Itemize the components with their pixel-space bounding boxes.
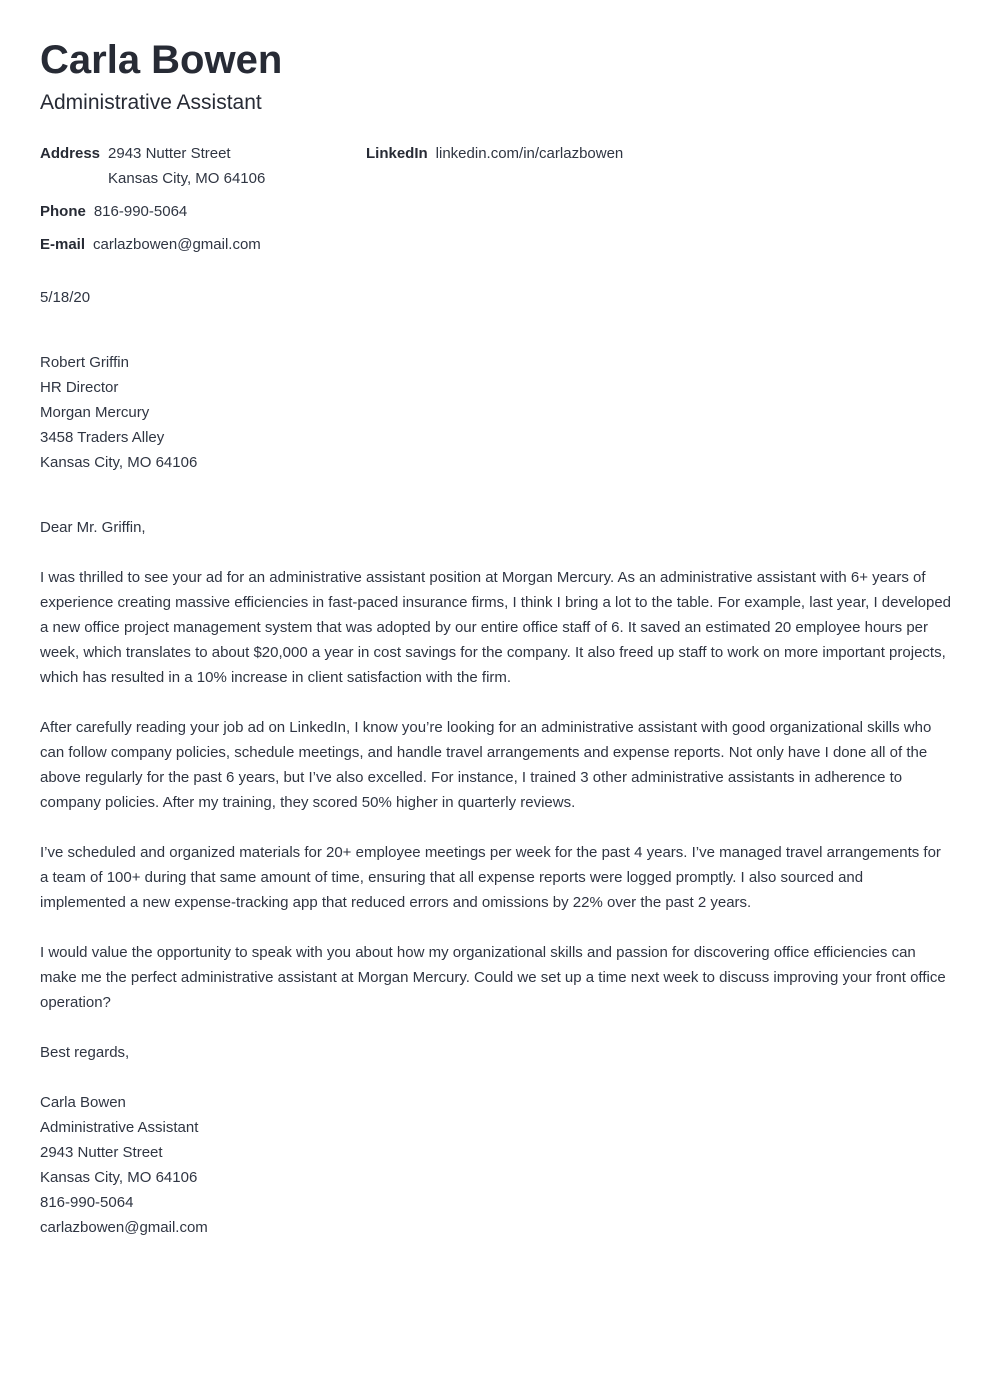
- recipient-company: Morgan Mercury: [40, 404, 150, 421]
- address-line-1: 2943 Nutter Street: [108, 145, 231, 162]
- applicant-job-title: Administrative Assistant: [40, 91, 262, 114]
- recipient-city: Kansas City, MO 64106: [40, 454, 198, 471]
- linkedin-link[interactable]: linkedin.com/in/carlazbowen: [435, 145, 624, 162]
- body-paragraph: I would value the opportunity to speak with you about how my organizational skills and passion for discovering office efficiencies can make me the perfect administrative assistant at Morgan Mercury. Could we set up a time next week to discuss improving your front office operation?: [40, 944, 946, 1011]
- email-label: E-mail: [40, 236, 86, 253]
- recipient-name: Robert Griffin: [40, 354, 129, 371]
- body-paragraph: I was thrilled to see your ad for an administrative assistant position at Morgan Mercury. As an administrative assistant with 6+ years of experience creating massive efficiencies in fast-paced insurance firms, I think I bring a lot to the table. For example, last year, I developed a new office project management system that was adopted by our entire office staff of 6. It saved an estimated 20 employee hours per week, which translates to about $20,000 a year in cost savings for the company. It also freed up staff to work on more important projects, which has resulted in a 10% increase in client satisfaction with the firm.: [40, 569, 952, 686]
- recipient-block: [40, 350, 197, 475]
- signature-street: 2943 Nutter Street: [40, 1144, 163, 1161]
- contact-block: [40, 141, 950, 251]
- closing-phrase: Best regards,: [40, 1044, 130, 1061]
- phone-label: Phone: [40, 203, 86, 220]
- linkedin-label: LinkedIn: [366, 145, 428, 162]
- contact-phone: [40, 199, 187, 224]
- signature-title: Administrative Assistant: [40, 1119, 199, 1136]
- contact-linkedin: [366, 141, 623, 166]
- body-paragraph: After carefully reading your job ad on LinkedIn, I know you’re looking for an administrative assistant with good organizational skills who can follow company policies, schedule meetings, and handle travel arrangements and expense reports. Not only have I done all of the above regularly for the past 6 years, but I’ve also excelled. For instance, I trained 3 other administrative assistants in adherence to company policies. After my training, they scored 50% higher in quarterly reviews.: [40, 719, 932, 811]
- address-value: [108, 141, 265, 191]
- recipient-title: HR Director: [40, 379, 119, 396]
- letter-date: 5/18/20: [40, 289, 91, 306]
- signature-phone: 816-990-5064: [40, 1194, 134, 1211]
- contact-address: [40, 141, 265, 191]
- phone-value: 816-990-5064: [93, 203, 188, 220]
- salutation: Dear Mr. Griffin,: [40, 519, 146, 536]
- signature-city: Kansas City, MO 64106: [40, 1169, 198, 1186]
- address-line-2: Kansas City, MO 64106: [108, 170, 266, 187]
- email-value[interactable]: carlazbowen@gmail.com: [93, 236, 261, 253]
- signature-block: [40, 1040, 208, 1240]
- signature-email: carlazbowen@gmail.com: [40, 1219, 208, 1236]
- applicant-name: Carla Bowen: [40, 38, 283, 82]
- contact-email: [40, 232, 261, 257]
- letter-body: [40, 565, 952, 1040]
- signature-name: Carla Bowen: [40, 1094, 126, 1111]
- body-paragraph: I’ve scheduled and organized materials for 20+ employee meetings per week for the past 4 years. I’ve managed travel arrangements for a team of 100+ during that same amount of time, ensuring that all expense reports were logged promptly. I also sourced and implemented a new expense-tracking app that reduced errors and omissions by 22% over the past 2 years.: [40, 844, 941, 911]
- recipient-street: 3458 Traders Alley: [40, 429, 165, 446]
- address-label: Address: [40, 145, 101, 162]
